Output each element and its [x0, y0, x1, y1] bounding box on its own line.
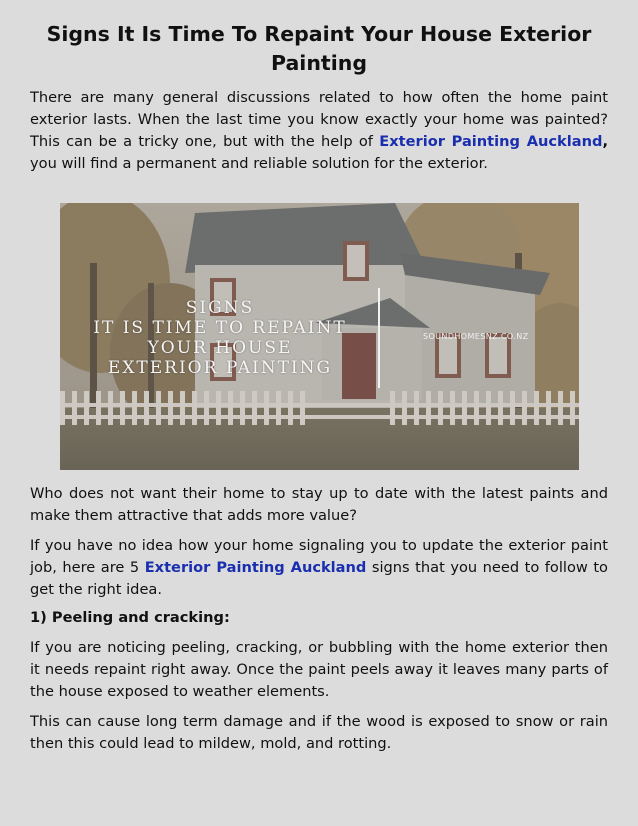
overlay-divider: [378, 288, 380, 388]
image-overlay-caption: [60, 298, 380, 378]
paragraph-5: This can cause long term damage and if the wood is exposed to snow or rain then this could lead to mildew, mold, and rotting.: [30, 713, 608, 752]
page-title: Signs It Is Time To Repaint Your House Exterior Painting: [46, 22, 592, 75]
exterior-painting-link-2[interactable]: Exterior Painting Auckland: [144, 559, 367, 576]
para3-text-start: If you have no idea how your home signaling you to update the exterior paint job, here are 5: [30, 537, 608, 576]
paragraph-3: [30, 535, 608, 601]
overlay-line: IT IS TIME TO REPAINT: [93, 318, 347, 338]
para3-text-end: signs that you need to follow to get the right idea.: [30, 559, 608, 598]
section-heading-peeling: 1) Peeling and cracking:: [30, 609, 230, 626]
overlay-line: EXTERIOR PAINTING: [107, 358, 333, 378]
paragraph-4: If you are noticing peeling, cracking, or bubbling with the home exterior then it needs repaint right away. Once the paint peels away it leaves many parts of the house exposed to weather elements.: [30, 639, 608, 700]
overlay-line: SIGNS: [185, 298, 255, 318]
exterior-painting-link-1[interactable]: Exterior Painting Auckland: [379, 133, 603, 150]
house-image: [60, 203, 579, 470]
intro-text-start: There are many general discussions related to how often the home paint exterior lasts. When the last time you know exactly your home was painted? This can be a tricky one, but with the help of: [30, 89, 608, 150]
overlay-line: YOUR HOUSE: [147, 338, 293, 358]
site-watermark: SOUNDHOMESNZ.CO.NZ: [423, 332, 529, 341]
intro-text-end: you will find a permanent and reliable solution for the exterior.: [30, 155, 488, 172]
intro-paragraph: [30, 87, 608, 175]
intro-comma: ,: [602, 133, 608, 150]
paragraph-2: Who does not want their home to stay up to date with the latest paints and make them attractive that adds more value?: [30, 485, 608, 524]
